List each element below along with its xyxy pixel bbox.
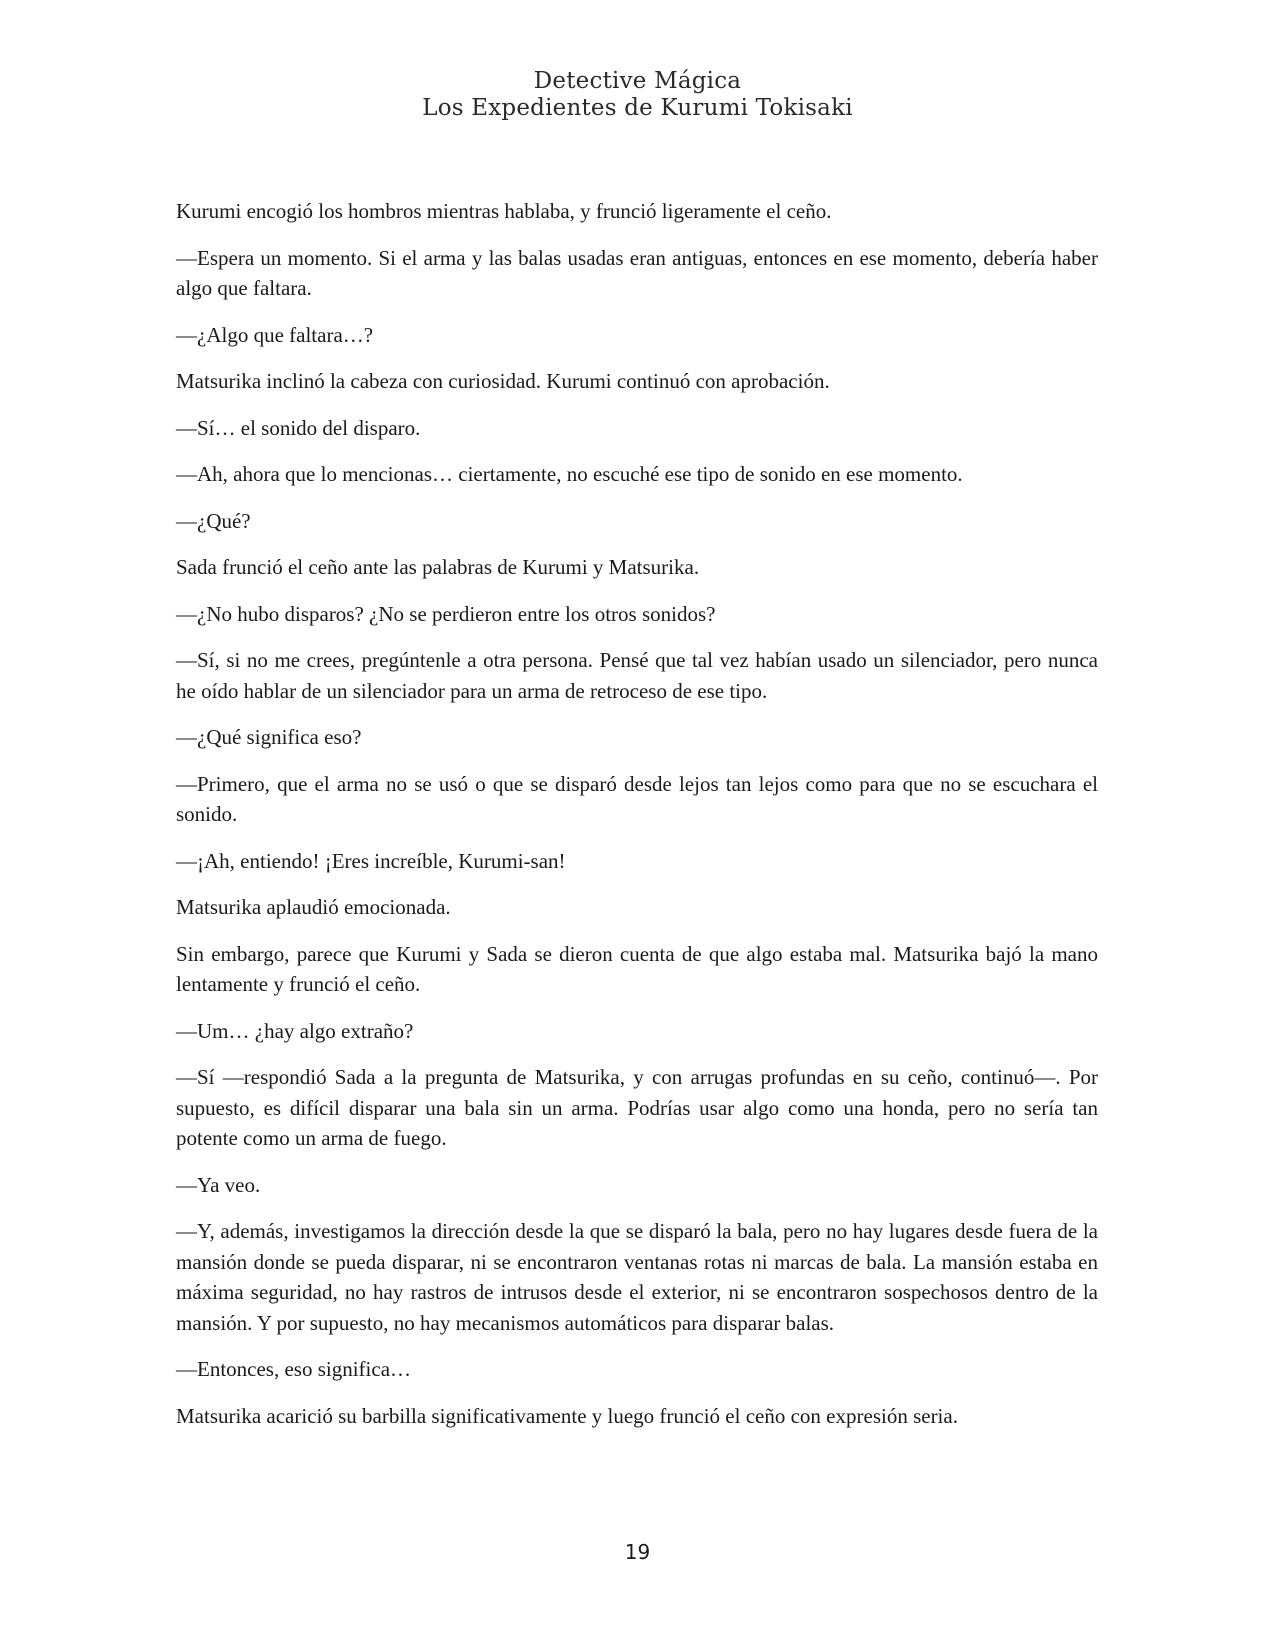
book-title: Detective Mágica (533, 68, 742, 94)
paragraph: —Sí —respondió Sada a la pregunta de Matsurika, y con arrugas profundas en su ceño, continuó—. Por supuesto, es difícil disparar una bala sin un arma. Podrías usar algo como una honda, pero no sería tan potente como un arma de fuego. (176, 1065, 1098, 1150)
paragraph: Sada frunció el ceño ante las palabras de Kurumi y Matsurika. (176, 555, 700, 579)
paragraph: Matsurika inclinó la cabeza con curiosidad. Kurumi continuó con aprobación. (176, 369, 830, 393)
paragraph: —Primero, que el arma no se usó o que se disparó desde lejos tan lejos como para que no se escuchara el sonido. (176, 771, 1098, 826)
paragraph: —Sí… el sonido del disparo. (176, 415, 421, 440)
paragraph: —Espera un momento. Si el arma y las balas usadas eran antiguas, entonces en ese momento, debería haber algo que faltara. (176, 245, 1098, 300)
paragraph: —Um… ¿hay algo extraño? (176, 1018, 414, 1043)
body-text (176, 196, 1098, 1447)
paragraph: —Ya veo. (176, 1172, 261, 1197)
paragraph: —Y, además, investigamos la dirección desde la que se disparó la bala, pero no hay lugares desde fuera de la mansión donde se pueda disparar, ni se encontraron ventanas rotas ni marcas de bala. La mansión estaba en máxima seguridad, no hay rastros de intrusos desde el exterior, ni se encontraron sospechosos dentro de la mansión. Y por supuesto, no hay mecanismos automáticos para disparar balas. (176, 1219, 1098, 1335)
paragraph: Matsurika aplaudió emocionada. (176, 895, 451, 919)
running-header (0, 68, 1275, 122)
paragraph: Kurumi encogió los hombros mientras hablaba, y frunció ligeramente el ceño. (176, 199, 832, 223)
paragraph: —¿Qué? (176, 508, 251, 533)
paragraph: —¿Qué significa eso? (176, 725, 362, 749)
book-subtitle: Los Expedientes de Kurumi Tokisaki (422, 95, 853, 121)
paragraph: Matsurika acarició su barbilla significativamente y luego frunció el ceño con expresión seria. (176, 1403, 958, 1428)
paragraph: Sin embargo, parece que Kurumi y Sada se dieron cuenta de que algo estaba mal. Matsurika bajó la mano lentamente y frunció el ceño. (176, 941, 1098, 996)
paragraph: —¡Ah, entiendo! ¡Eres increíble, Kurumi-san! (176, 848, 566, 873)
paragraph: —Entonces, eso significa… (176, 1357, 412, 1381)
paragraph: —Sí, si no me crees, pregúntenle a otra persona. Pensé que tal vez habían usado un silenciador, pero nunca he oído hablar de un silenciador para un arma de retroceso de ese tipo. (176, 648, 1098, 703)
paragraph: —¿Algo que faltara…? (176, 322, 374, 347)
paragraph: —Ah, ahora que lo mencionas… ciertamente, no escuché ese tipo de sonido en ese momento. (176, 462, 963, 486)
paragraph: —¿No hubo disparos? ¿No se perdieron entre los otros sonidos? (176, 601, 716, 626)
page-number: 19 (624, 1540, 651, 1564)
